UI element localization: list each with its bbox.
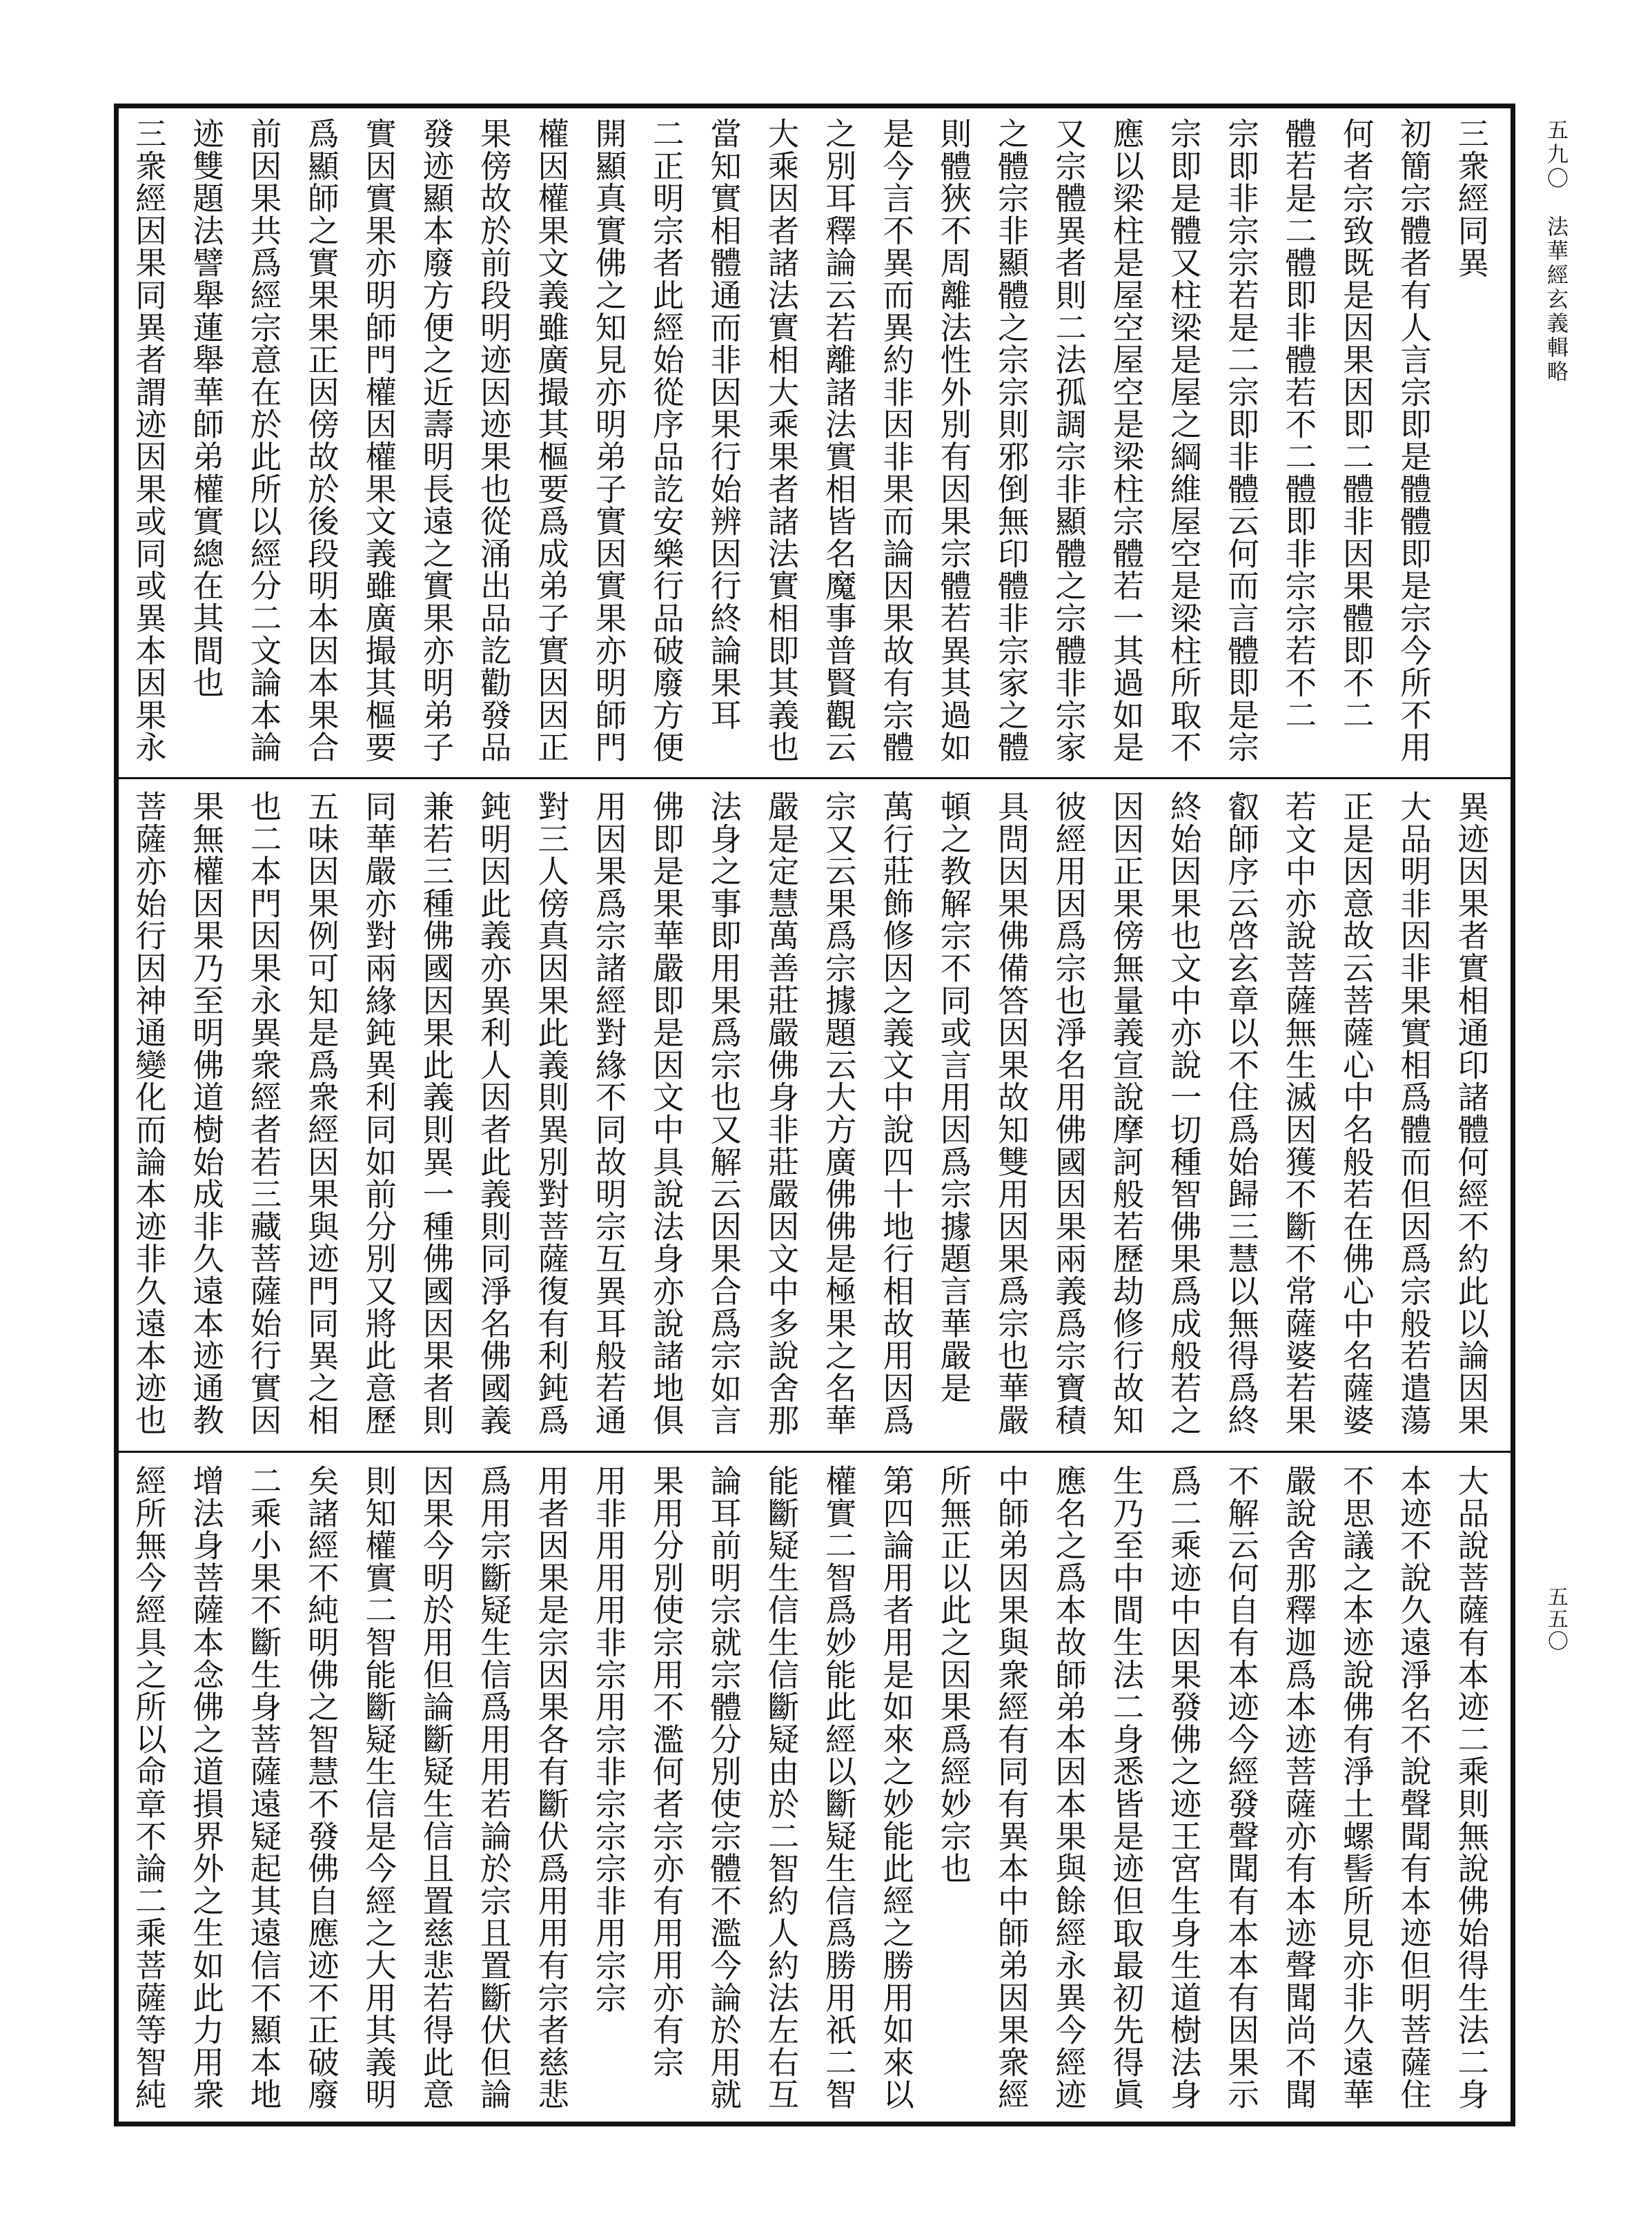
text-column: 彼經用因爲宗也淨名用佛國因果兩義爲宗寶積 <box>1050 790 1088 1436</box>
text-column: 用者因果是宗因果各有斷伏爲用用有宗者慈悲 <box>533 1465 570 2111</box>
text-column: 第四論用者用是如來之妙能此經之勝用如來以 <box>878 1465 915 2111</box>
page-number: 五五〇 <box>1544 1586 1568 1652</box>
text-column: 果傍故於前段明迹因迹果也從涌出品訖勸發品 <box>475 117 513 763</box>
text-column: 也二本門因果永異衆經者若三藏菩薩始行實因 <box>245 790 282 1436</box>
text-column: 增法身菩薩本念佛之道損界外之生如此力用衆 <box>188 1465 225 2111</box>
text-column: 不解云何自有本迹今經發聲聞有本本有因果示 <box>1223 1465 1260 2111</box>
text-column: 嚴說舍那釋迦爲本迹菩薩亦有本迹聲聞尚不聞 <box>1280 1465 1317 2111</box>
text-column: 因因正果傍無量義宣說摩訶般若歷劫修行故知 <box>1108 790 1145 1436</box>
text-column: 果用分別使宗用不濫何者宗亦有用用亦有宗 <box>648 1465 685 2079</box>
text-column: 五味因果例可知是爲衆經因果與迹門同異之相 <box>303 790 340 1436</box>
text-column: 叡師序云啓玄章以不住爲始歸三慧以無得爲終 <box>1223 790 1260 1436</box>
text-column: 是今言不異而異約非因非果而論因果故有宗體 <box>878 117 915 763</box>
text-column: 頓之教解宗不同或言用因爲宗據題言華嚴是 <box>935 790 972 1404</box>
text-column: 二乘小果不斷生身菩薩遠疑起其遠信不顯本地 <box>245 1465 282 2111</box>
text-column: 二正明宗者此經始從序品訖安樂行品破廢方便 <box>648 117 685 763</box>
text-column: 開顯真實佛之知見亦明弟子實因實果亦明師門 <box>590 117 627 763</box>
text-column: 爲用宗斷疑生信爲用用若論於宗且置斷伏但論 <box>475 1465 513 2111</box>
text-column: 爲顯師之實果果正因傍故於後段明本因本果合 <box>303 117 340 763</box>
text-column: 不思議之本迹說佛有淨土螺髻所見亦非久遠華 <box>1338 1465 1375 2111</box>
text-column: 權實二智爲妙能此經以斷疑生信爲勝用祇二智 <box>820 1465 858 2111</box>
text-column: 矣諸經不純明佛之智慧不發佛自應迹不正破廢 <box>303 1465 340 2111</box>
text-column: 大品明非因非果實相爲體而但因爲宗般若遣蕩 <box>1395 790 1433 1436</box>
text-column: 之別耳釋論云若離諸法實相皆名魔事普賢觀云 <box>820 117 858 763</box>
text-column: 鈍明因此義亦異利人因者此義則同淨名佛國義 <box>475 790 513 1436</box>
text-band-middle <box>124 790 1504 1439</box>
text-column: 大品說菩薩有本迹二乘則無說佛始得生法二身 <box>1453 1465 1490 2111</box>
text-column: 異迹因果者實相通印諸體何經不約此以論因果 <box>1453 790 1490 1436</box>
text-column: 大乘因者諸法實相大乘果者諸法實相即其義也 <box>763 117 800 763</box>
text-column: 經所無今經具之所以命章不論二乘菩薩等智純 <box>130 1465 168 2111</box>
text-column: 法身之事即用果爲宗也又解云因果合爲宗如言 <box>705 790 743 1436</box>
text-column: 之體宗非顯體之宗宗則邪倒無印體非宗家之體 <box>993 117 1030 763</box>
text-column: 能斷疑生信生信斷疑由於二智約人約法左右互 <box>763 1465 800 2111</box>
text-column: 宗即是體又柱梁是屋之綱維屋空是梁柱所取不 <box>1166 117 1203 763</box>
text-column: 何者宗致既是因果因即二體非因果體即不二 <box>1338 117 1375 732</box>
text-column: 終始因果也文中亦說一切種智佛果爲成般若之 <box>1166 790 1203 1436</box>
text-column: 爲二乘迹中因果發佛之迹王宮生身生道樹法身 <box>1166 1465 1203 2111</box>
text-column: 實因實果亦明師門權因權果文義雖廣撮其樞要 <box>360 117 397 763</box>
text-column: 中師弟因果與衆經有同有異本中師弟因果衆經 <box>993 1465 1030 2111</box>
band-divider-lower <box>114 1451 1515 1453</box>
text-column: 應名之爲本故師弟本因本果與餘經永異今經迹 <box>1050 1465 1088 2111</box>
text-column: 因果今明於用但論斷疑生信且置慈悲若得此意 <box>417 1465 455 2111</box>
text-column: 對三人傍真因果此義則異別對菩薩復有利鈍爲 <box>533 790 570 1436</box>
text-column: 所無正以此之因果爲經妙宗也 <box>935 1465 972 1885</box>
text-column: 初簡宗體者有人言宗即是體體即是宗今所不用 <box>1395 117 1433 763</box>
text-column: 正是因意故云菩薩心中名般若在佛心中名薩婆 <box>1338 790 1375 1436</box>
text-column: 同華嚴亦對兩緣鈍異利同如前分別又將此意歷 <box>360 790 397 1436</box>
text-column: 用因果爲宗諸經對緣不同故明宗互異耳般若通 <box>590 790 627 1436</box>
text-column: 嚴是定慧萬善莊嚴佛身非莊嚴因文中多說舍那 <box>763 790 800 1436</box>
text-column: 菩薩亦始行因神通變化而論本迹非久遠本迹也 <box>130 790 168 1436</box>
text-column: 前因果共爲經宗意在於此所以經分二文論本論 <box>245 117 282 763</box>
text-column: 果無權因果乃至明佛道樹始成非久遠本迹通教 <box>188 790 225 1436</box>
text-column: 宗又云果爲宗據題云大方廣佛佛是極果之名華 <box>820 790 858 1436</box>
text-band-bottom <box>124 1465 1504 2113</box>
text-column: 論耳前明宗就宗體分別使宗體不濫今論於用就 <box>705 1465 743 2111</box>
text-column: 生乃至中間生法二身悉皆是迹但取最初先得眞 <box>1108 1465 1145 2111</box>
text-column: 又宗體異者則二法孤調宗非顯體之宗體非宗家 <box>1050 117 1088 763</box>
band-divider-upper <box>114 777 1515 779</box>
text-column: 用非用用用非宗用宗非宗宗宗非用宗宗 <box>590 1465 627 2014</box>
text-column: 三衆經同異 <box>1453 117 1490 279</box>
text-column: 具問因果佛備答因果故知雙用因果爲宗也華嚴 <box>993 790 1030 1436</box>
text-column: 應以梁柱是屋空屋空是梁柱宗體若一其過如是 <box>1108 117 1145 763</box>
text-column: 迹雙題法譬舉蓮舉華師弟權實總在其間也 <box>188 117 225 699</box>
text-column: 權因權果文義雖廣撮其樞要爲成弟子實因因正 <box>533 117 570 763</box>
text-column: 宗即非宗宗若是二宗即非體云何而言體即是宗 <box>1223 117 1260 763</box>
text-column: 佛即是果華嚴即是因文中具說法身亦說諸地俱 <box>648 790 685 1436</box>
text-column: 當知實相體通而非因果行始辨因行終論果耳 <box>705 117 743 732</box>
text-column: 發迹顯本廢方便之近壽明長遠之實果亦明弟子 <box>417 117 455 763</box>
text-column: 體若是二體即非體若不二體即非宗宗若不二 <box>1280 117 1317 732</box>
text-column: 本迹不說久遠淨名不說聲聞有本迹但明菩薩住 <box>1395 1465 1433 2111</box>
text-column: 若文中亦說菩薩無生滅因獲不斷不常薩婆若果 <box>1280 790 1317 1436</box>
text-band-top <box>124 117 1504 766</box>
text-column: 萬行莊飾修因之義文中說四十地行相故用因爲 <box>878 790 915 1436</box>
text-column: 兼若三種佛國因果此義則異一種佛國因果者則 <box>417 790 455 1436</box>
text-column: 三衆經因果同異者謂迹因果或同或異本因果永 <box>130 117 168 763</box>
text-column: 則體狹不周離法性外別有因果宗體若異其過如 <box>935 117 972 763</box>
margin-running-title: 五九〇 法華經玄義輯略 <box>1543 119 1568 384</box>
text-column: 則知權實二智能斷疑生信是今經之大用其義明 <box>360 1465 397 2111</box>
